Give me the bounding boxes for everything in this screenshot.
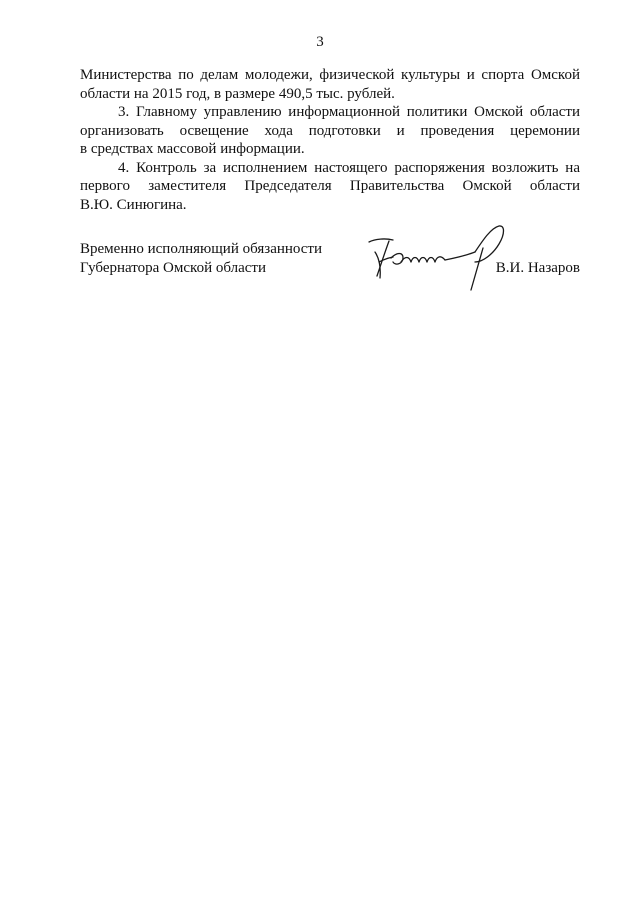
paragraph-continuation — [80, 66, 580, 103]
handwritten-signature — [363, 222, 513, 294]
signer-title — [80, 240, 322, 277]
paragraph-item-3 — [80, 103, 580, 159]
document-body — [80, 66, 580, 214]
signer-name: В.И. Назаров — [495, 259, 580, 276]
signer-title-line: Временно исполняющий обязанности — [80, 241, 323, 257]
text-line: 3. Главному управлению информационной политики Омской области — [118, 104, 580, 120]
text-line: области на 2015 год, в размере 490,5 тыс. рублей. — [80, 85, 395, 102]
signature-block — [80, 240, 580, 300]
text-line: в средствах массовой информации. — [80, 141, 305, 157]
paragraph-item-4 — [80, 159, 580, 215]
text-line: 4. Контроль за исполнением настоящего распоряжения возложить на — [118, 159, 580, 176]
text-line: Министерства по делам молодежи, физической культуры и спорта Омской — [80, 67, 580, 83]
page-number: 3 — [316, 34, 324, 50]
signer-title-line: Губернатора Омской области — [80, 259, 266, 276]
text-line: первого заместителя Председателя Правительства Омской области — [80, 178, 580, 194]
text-line: организовать освещение хода подготовки и проведения церемонии — [80, 122, 580, 139]
text-line: В.Ю. Синюгина. — [80, 196, 187, 213]
